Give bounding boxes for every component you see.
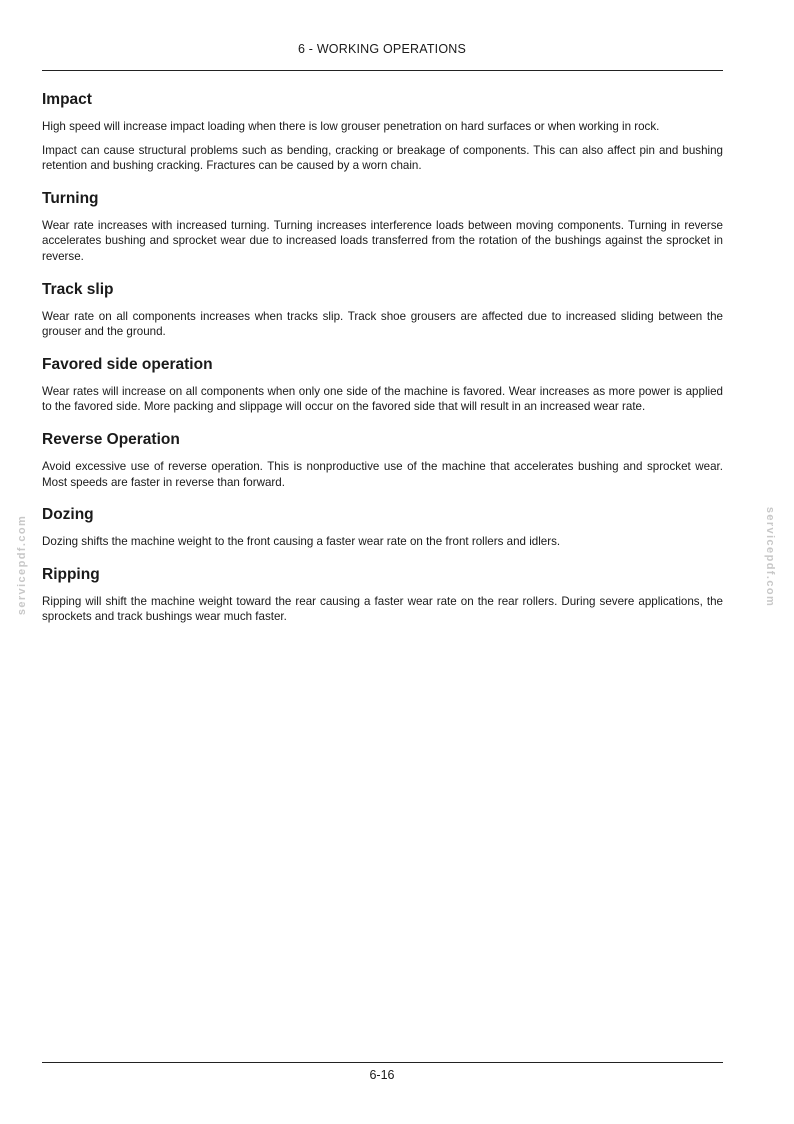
section-heading: Ripping — [42, 565, 100, 583]
section-heading: Reverse Operation — [42, 430, 180, 448]
page-number: 6-16 — [369, 1068, 395, 1082]
section-track-slip — [42, 280, 723, 340]
section-paragraph: Wear rates will increase on all components when only one side of the machine is favored. Wear increases as more power is applied to the favored side. More packing and slippage will occur on the favored side that will result in an increased wear rate. — [42, 384, 723, 414]
section-heading: Turning — [42, 189, 99, 207]
section-heading: Favored side operation — [42, 355, 213, 373]
page-content — [42, 90, 723, 633]
footer-rule — [42, 1062, 723, 1063]
section-ripping — [42, 565, 723, 625]
section-heading: Track slip — [42, 280, 114, 298]
section-dozing — [42, 505, 723, 550]
section-turning — [42, 189, 723, 265]
section-paragraph: Avoid excessive use of reverse operation. This is nonproductive use of the machine that accelerates bushing and sprocket wear. Most speeds are faster in reverse than forward. — [42, 459, 723, 489]
section-paragraph: Impact can cause structural problems such as bending, cracking or breakage of components. This can also affect pin and bushing retention and bushing cracking. Fractures can be caused by a worn chain. — [42, 143, 723, 173]
section-paragraph: High speed will increase impact loading when there is low grouser penetration on hard surfaces or when working in rock. — [42, 120, 660, 133]
section-heading: Dozing — [42, 506, 94, 524]
watermark-right: servicepdf.com — [764, 506, 776, 608]
section-paragraph: Ripping will shift the machine weight toward the rear causing a faster wear rate on the rear rollers. During severe applications, the sprockets and track bushings wear much faster. — [42, 594, 723, 624]
section-heading: Impact — [42, 91, 92, 108]
section-impact — [42, 90, 723, 174]
section-reverse-operation — [42, 430, 723, 490]
section-paragraph: Wear rate increases with increased turning. Turning increases interference loads between moving components. Turning in reverse accelerates bushing and sprocket wear due to increased loads transferred from the rotation of the bushings against the sprocket in reverse. — [42, 218, 723, 263]
page-header-title: 6 - WORKING OPERATIONS — [297, 42, 467, 56]
header-rule — [42, 70, 723, 71]
watermark-left: servicepdf.com — [16, 514, 28, 616]
section-paragraph: Dozing shifts the machine weight to the front causing a faster wear rate on the front rollers and idlers. — [42, 535, 561, 549]
section-paragraph: Wear rate on all components increases when tracks slip. Track shoe grousers are affected due to increased sliding between the grouser and the ground. — [42, 309, 723, 339]
section-favored-side-operation — [42, 355, 723, 415]
